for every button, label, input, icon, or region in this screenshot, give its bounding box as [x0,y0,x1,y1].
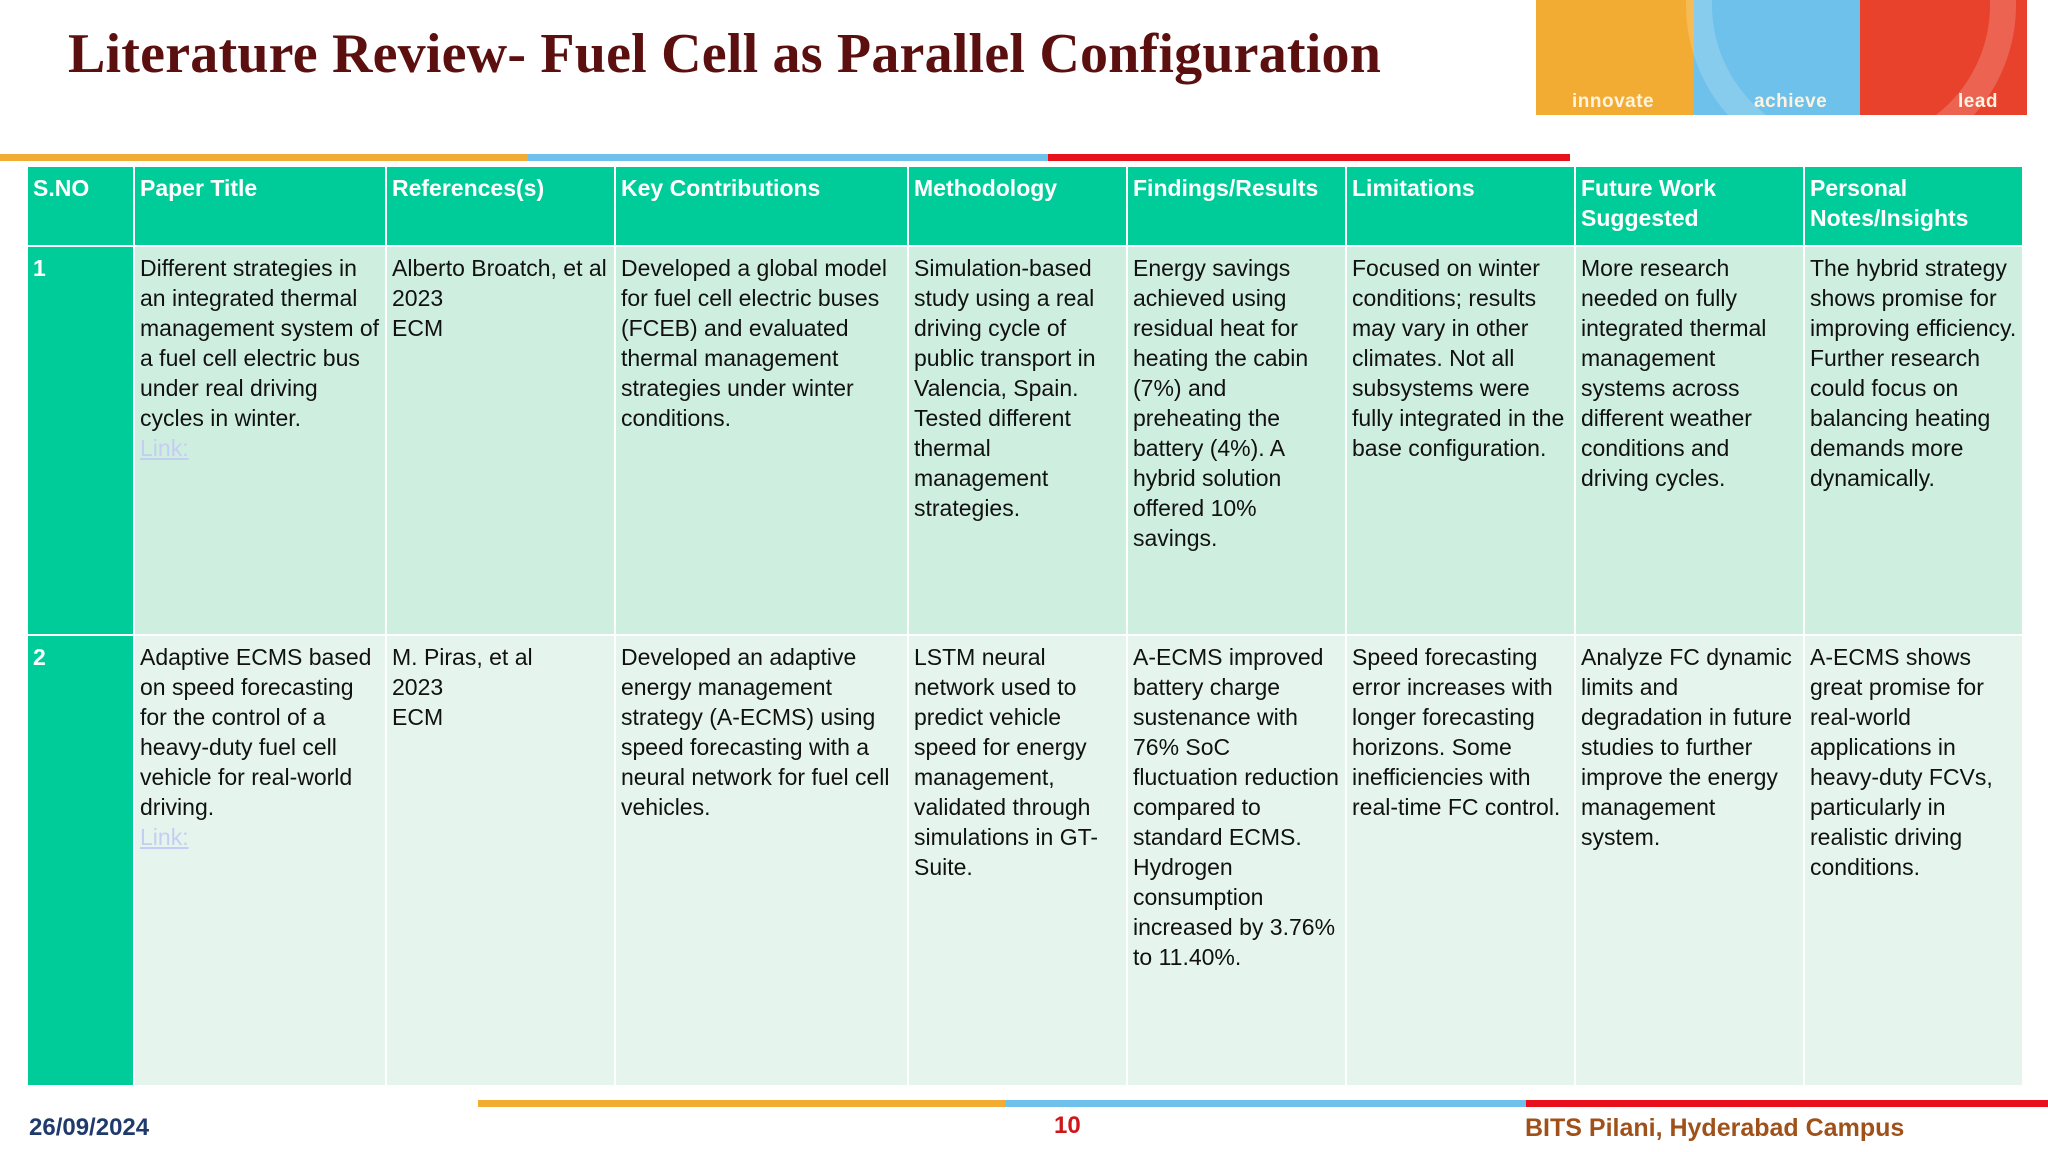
cell-key-contributions: Developed a global model for fuel cell electric buses (FCEB) and evaluated thermal management strategies under winter conditions. [615,246,908,635]
header-limitations: Limitations [1346,166,1575,246]
header-references: References(s) [386,166,615,246]
header-future-work: Future Work Suggested [1575,166,1804,246]
logo-word-achieve: achieve [1754,91,1828,112]
cell-findings: Energy savings achieved using residual heat for heating the cabin (7%) and preheating the battery (4%). A hybrid solution offered 10% savings. [1127,246,1346,635]
table-header-row [27,166,2023,246]
logo-segment-innovate [1536,0,1694,115]
cell-future-work: Analyze FC dynamic limits and degradation in future studies to further improve the energy management system. [1575,635,1804,1086]
bottom-color-stripe [478,1100,2048,1107]
cell-notes: A-ECMS shows great promise for real-world applications in heavy-duty FCVs, particularly in realistic driving conditions. [1804,635,2023,1086]
paper-link[interactable]: Link: [140,435,189,461]
cell-sno: 2 [27,635,134,1086]
cell-sno: 1 [27,246,134,635]
stripe-orange [0,154,528,161]
cell-findings: A-ECMS improved battery charge sustenance with 76% SoC fluctuation reduction compared to standard ECMS. Hydrogen consumption increased by 3.76% to 11.40%. [1127,635,1346,1086]
logo-gear-arc [1686,0,2016,115]
top-color-stripe [0,154,1570,161]
header-sno: S.NO [27,166,134,246]
page-number: 10 [1054,1112,1081,1139]
slide-title: Literature Review- Fuel Cell as Parallel Configuration [68,23,1382,85]
header-paper-title: Paper Title [134,166,386,246]
stripe-orange [478,1100,1006,1107]
table-row [27,635,2023,1086]
bits-logo [1536,0,2027,115]
cell-methodology: LSTM neural network used to predict vehicle speed for energy management, validated through simulations in GT-Suite. [908,635,1127,1086]
cell-notes: The hybrid strategy shows promise for improving efficiency. Further research could focus on balancing heating demands more dynamically. [1804,246,2023,635]
logo-word-innovate: innovate [1572,91,1655,112]
cell-limitations: Focused on winter conditions; results may vary in other climates. Not all subsystems were fully integrated in the base configuration. [1346,246,1575,635]
table-row [27,246,2023,635]
stripe-red [1048,154,1570,161]
cell-limitations: Speed forecasting error increases with longer forecasting horizons. Some inefficiencies with real-time FC control. [1346,635,1575,1086]
stripe-blue [1006,1100,1526,1107]
paper-title-text: Different strategies in an integrated thermal management system of a fuel cell electric bus under real driving cycles in winter. [140,255,380,431]
cell-references: M. Piras, et al 2023 ECM [386,635,615,1086]
cell-key-contributions: Developed an adaptive energy management strategy (A-ECMS) using speed forecasting with a neural network for fuel cell vehicles. [615,635,908,1086]
header-findings: Findings/Results [1127,166,1346,246]
cell-paper-title [134,246,386,635]
stripe-red [1526,1100,2048,1107]
paper-link[interactable]: Link: [140,824,189,851]
logo-word-lead: lead [1958,91,1999,112]
cell-paper-title [134,635,386,1086]
paper-title-text: Adaptive ECMS based on speed forecasting for the control of a heavy-duty fuel cell vehicle for real-world driving. [140,644,372,821]
footer-campus: BITS Pilani, Hyderabad Campus [1525,1114,1905,1142]
header-notes: Personal Notes/Insights [1804,166,2023,246]
footer-date: 26/09/2024 [29,1114,150,1141]
header-key-contributions: Key Contributions [615,166,908,246]
stripe-blue [528,154,1048,161]
header-methodology: Methodology [908,166,1127,246]
cell-methodology: Simulation-based study using a real driving cycle of public transport in Valencia, Spain. Tested different thermal management strategies. [908,246,1127,635]
cell-future-work: More research needed on fully integrated thermal management systems across different weather conditions and driving cycles. [1575,246,1804,635]
literature-review-table [26,165,2022,1087]
cell-references: Alberto Broatch, et al 2023 ECM [386,246,615,635]
